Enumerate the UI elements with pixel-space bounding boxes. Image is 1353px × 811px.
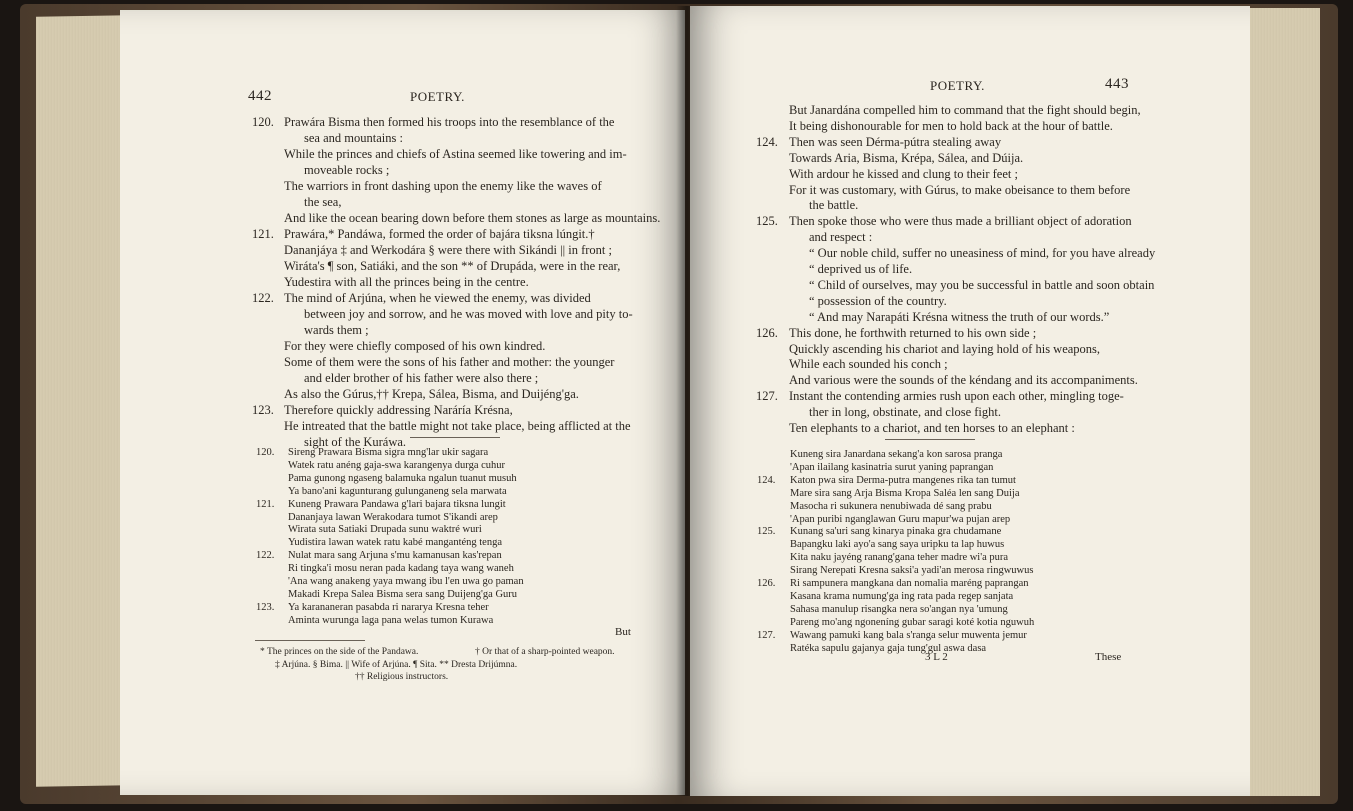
verse-line: But Janardána compelled him to command that the fight should begin, bbox=[789, 103, 1141, 117]
verse-line: Pama gunong ngaseng balamuka ngalun tuanut musuh bbox=[288, 472, 517, 484]
verse-line: sea and mountains : bbox=[304, 131, 403, 145]
verse-line: Some of them were the sons of his father and mother: the younger bbox=[284, 355, 615, 369]
verse-line: Ya bano'ani kagunturang gulunganeng sela marwata bbox=[288, 485, 507, 497]
verse-line: the battle. bbox=[809, 198, 859, 213]
verse-line: Katon pwa sira Derma-putra mangenes rika tan tumut bbox=[790, 474, 1016, 486]
verse-line: sight of the Kuráwa. bbox=[304, 435, 407, 449]
verse-line: Therefore quickly addressing Naráría Krésna, bbox=[284, 403, 513, 417]
verse-line: Kuneng Prawara Pandawa g'lari bajara tiksna lungit bbox=[288, 498, 506, 510]
verse-line: wards them ; bbox=[304, 323, 369, 337]
verse-line: Instant the contending armies rush upon each other, mingling toge- bbox=[789, 389, 1124, 404]
verse-line: Sireng Prawara Bisma sigra mng'lar ukir sagara bbox=[288, 447, 489, 458]
verse-number: 121. bbox=[256, 498, 275, 510]
verse-line: As also the Gúrus,†† Krepa, Sálea, Bisma, and Duijéng'ga. bbox=[284, 387, 579, 401]
verse-line: 'Ana wang anakeng yaya mwang ibu l'en uwa go paman bbox=[288, 576, 524, 587]
verse-line: 'Apan ilailang kasinatria surut yaning paprangan bbox=[790, 461, 994, 473]
verse-line: The warriors in front dashing upon the enemy like the waves of bbox=[284, 179, 602, 193]
divider-rule bbox=[885, 439, 975, 440]
verse-line: Watek ratu anéng gaja-swa karangenya durga cuhur bbox=[288, 459, 506, 471]
verse-line: “ Our noble child, suffer no uneasiness of mind, for you have already bbox=[809, 246, 1156, 261]
verse-line: Kunang sa'uri sang kinarya pinaka gra chudamane bbox=[790, 526, 1002, 538]
verse-line: Dananjáya ‡ and Werkodára § were there with Sikándi || in front ; bbox=[284, 243, 612, 257]
verse-line: Ratéka sapulu gajanya gaja tung'gul aswa dasa bbox=[790, 642, 987, 654]
verse-line: “ possession of the country. bbox=[809, 293, 947, 308]
verse-number: 124. bbox=[756, 134, 778, 149]
divider-rule bbox=[410, 437, 500, 438]
verse-line: moveable rocks ; bbox=[304, 163, 390, 177]
verse-line: ther in long, obstinate, and close fight. bbox=[809, 405, 1001, 420]
verse-line: “ And may Narapáti Krésna witness the truth of our words.” bbox=[809, 309, 1110, 324]
verse-number: 123. bbox=[256, 601, 275, 613]
verse-line: Prawára Bisma then formed his troops into the resemblance of the bbox=[284, 115, 615, 129]
verse-line: Ya karananeran pasabda ri nararya Kresna teher bbox=[288, 601, 489, 613]
verse-line: Aminta wurunga laga pana welas tumon Kurawa bbox=[288, 614, 494, 626]
verse-line: Wiráta's ¶ son, Satiáki, and the son ** of Drupáda, were in the rear, bbox=[284, 259, 621, 273]
verse-line: Masocha ri sukunera nenubiwada dé sang prabu bbox=[790, 500, 992, 512]
left-page bbox=[120, 10, 685, 795]
verse-line: While the princes and chiefs of Astina seemed like towering and im- bbox=[284, 147, 627, 161]
verse-number: 121. bbox=[252, 227, 274, 241]
verse-line: Then spoke those who were thus made a brilliant object of adoration bbox=[789, 214, 1132, 229]
verse-line: Towards Aria, Bisma, Krépa, Sálea, and Dúija. bbox=[789, 150, 1024, 165]
verse-number: 127. bbox=[756, 389, 778, 404]
footnote: ‡ Arjúna. § Bima. || Wife of Arjúna. ¶ Sita. ** Dresta Drijúmna. bbox=[275, 659, 518, 670]
left-running-head: POETRY. bbox=[410, 89, 465, 104]
catchword: These bbox=[1095, 651, 1122, 663]
verse-line: Then was seen Dérma-pútra stealing away bbox=[789, 134, 1002, 149]
verse-line: “ Child of ourselves, may you be successful in battle and soon obtain bbox=[809, 277, 1155, 292]
verse-number: 126. bbox=[757, 578, 776, 589]
verse-line: Kuneng sira Janardana sekang'a kon sarosa pranga bbox=[790, 449, 1003, 460]
verse-line: While each sounded his conch ; bbox=[789, 357, 948, 372]
verse-line: He intreated that the battle might not take place, being afflicted at the bbox=[284, 419, 631, 433]
verse-line: between joy and sorrow, and he was moved with love and pity to- bbox=[304, 307, 633, 321]
verse-line: Quickly ascending his chariot and laying hold of his weapons, bbox=[789, 341, 1101, 356]
verse-line: Ri tingka'i mosu neran pada kadang taya wang waneh bbox=[288, 563, 514, 575]
verse-line: Wirata suta Satiaki Drupada sunu waktré wuri bbox=[288, 524, 482, 536]
verse-line: This done, he forthwith returned to his own side ; bbox=[789, 325, 1037, 340]
verse-line: The mind of Arjúna, when he viewed the enemy, was divided bbox=[284, 291, 591, 305]
verse-line: Kasana krama numung'ga ing rata pada regep sanjata bbox=[790, 590, 1014, 602]
verse-line: With ardour he kissed and clung to their feet ; bbox=[789, 166, 1018, 181]
verse-number: 120. bbox=[256, 447, 275, 458]
verse-line: Dananjaya lawan Werakodara tumot S'ikandi arep bbox=[288, 511, 498, 523]
left-page-number: 442 bbox=[248, 88, 272, 104]
verse-line: Mare sira sang Arja Bisma Kropa Saléa len sang Duija bbox=[790, 487, 1020, 499]
verse-line: Makadi Krepa Salea Bisma sera sang Duijeng'ga Guru bbox=[288, 588, 518, 600]
footnote: † Or that of a sharp-pointed weapon. bbox=[475, 647, 615, 657]
verse-line: Nulat mara sang Arjuna s'mu kamanusan kas'repan bbox=[288, 550, 502, 562]
signature-mark: 3 L 2 bbox=[925, 651, 948, 663]
verse-line: and respect : bbox=[809, 230, 873, 245]
verse-line: And various were the sounds of the kéndang and its accompaniments. bbox=[789, 373, 1138, 388]
verse-number: 123. bbox=[252, 403, 274, 417]
right-page-number: 443 bbox=[1105, 76, 1129, 92]
catchword: But bbox=[615, 626, 631, 638]
verse-line: And like the ocean bearing down before them stones as large as mountains. bbox=[284, 211, 661, 225]
verse-line: For they were chiefly composed of his own kindred. bbox=[284, 339, 546, 353]
verse-number: 125. bbox=[756, 214, 778, 229]
verse-line: Ri sampunera mangkana dan nomalia maréng paprangan bbox=[790, 578, 1029, 589]
left-page-edges bbox=[36, 15, 128, 787]
verse-number: 120. bbox=[252, 115, 274, 129]
right-running-head: POETRY. bbox=[930, 78, 985, 93]
footnote-rule bbox=[255, 640, 365, 641]
verse-number: 126. bbox=[756, 325, 778, 340]
verse-line: Kita naku jayéng ranang'gana teher madre wi'a pura bbox=[790, 552, 1009, 564]
verse-line: Yudistira lawan watek ratu kabé manganténg tenga bbox=[288, 537, 503, 549]
verse-number: 125. bbox=[757, 526, 776, 538]
verse-line: 'Apan puribi nganglawan Guru mapur'wa pujan arep bbox=[790, 513, 1011, 525]
verse-line: Ten elephants to a chariot, and ten horses to an elephant : bbox=[789, 421, 1075, 435]
right-page bbox=[690, 6, 1250, 796]
verse-line: Sahasa manulup risangka nera so'angan nya 'umung bbox=[790, 603, 1008, 615]
verse-number: 127. bbox=[757, 629, 776, 641]
verse-line: It being dishonourable for men to hold back at the hour of battle. bbox=[789, 118, 1113, 133]
verse-line: the sea, bbox=[304, 195, 342, 209]
verse-line: Bapangku laki ayo'a sang saya uripku ta lap huwus bbox=[790, 539, 1005, 551]
verse-line: Pareng mo'ang ngoneníng gubar saragi koté kotia nguwuh bbox=[790, 616, 1035, 628]
verse-line: and elder brother of his father were also there ; bbox=[304, 371, 539, 385]
verse-line: “ deprived us of life. bbox=[809, 262, 913, 276]
verse-number: 122. bbox=[256, 550, 275, 562]
verse-line: Wawang pamuki kang bala s'ranga selur muwenta jemur bbox=[790, 629, 1027, 641]
right-page-edges bbox=[1240, 8, 1320, 796]
verse-line: Yudestira with all the princes being in the centre. bbox=[284, 275, 529, 289]
verse-number: 124. bbox=[757, 474, 776, 486]
verse-line: For it was customary, with Gúrus, to make obeisance to them before bbox=[789, 182, 1131, 197]
footnote: * The princes on the side of the Pandawa. bbox=[260, 647, 419, 657]
verse-line: Prawára,* Pandáwa, formed the order of bajára tiksna lúngit.† bbox=[284, 227, 595, 241]
footnote: †† Religious instructors. bbox=[355, 672, 449, 682]
verse-line: Sirang Nerepati Kresna saksi'a yadi'an merosa ringwuwus bbox=[790, 565, 1034, 577]
verse-number: 122. bbox=[252, 291, 274, 305]
